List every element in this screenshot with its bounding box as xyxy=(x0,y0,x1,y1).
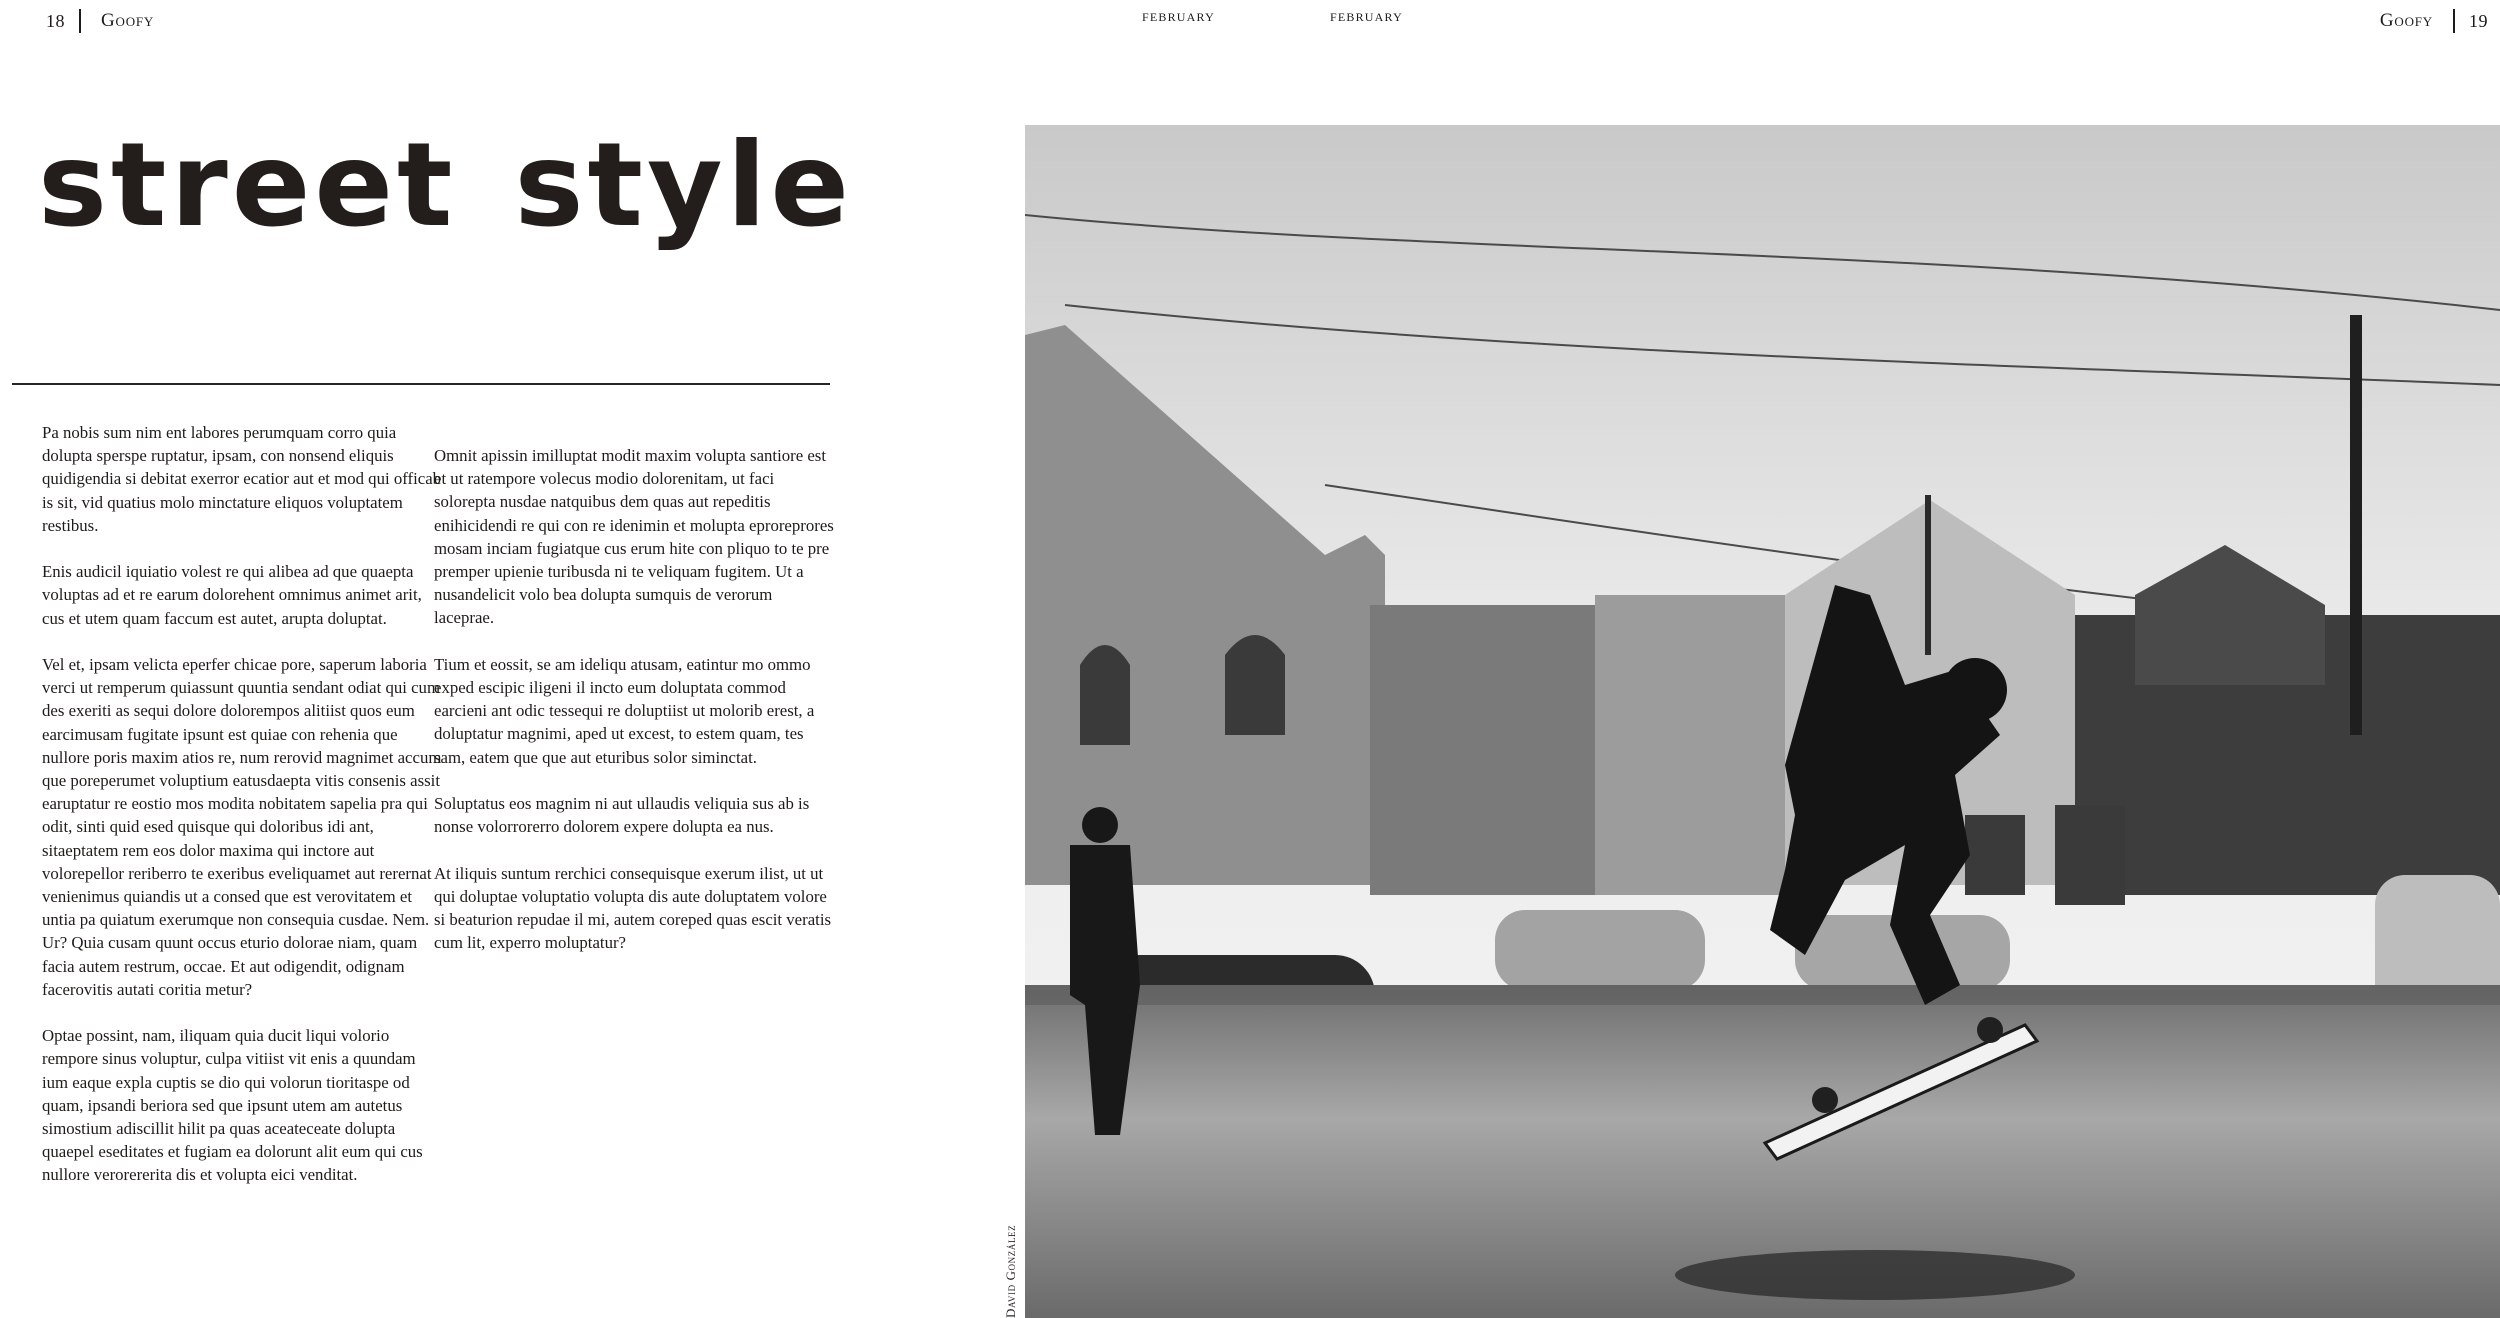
paragraph: Vel et, ipsam velicta eperfer chicae pore, saperum laboria verci ut remperum quiassunt quuntia sendant odiat qui cum des exeriti as sequi dolore dolorempos alitiist quos eum earcimusam fugitate ipsunt est quiae con rehenia que nullore poris maxim atios re, num rerovid magnimet accum que poreperumet voluptium eatusdaepta vitis consenis assit earuptatur re eostio mos modita nobitatem sapelia pra qui odit, sinti quid esed quisque qui doloribus idi ant, sitaeptatem rem eos dolor maxima qui inctore aut volorepellor reriberro te exeribus eveliquamet aut rerernat venienimus quiandis ut a consed que est verovitatem et untia pa quiatum exerumque non consequia cusdae. Nem. Ur? Quia cusam quunt occus eturio dolorae niam, quam facia autem restrum, occae. Et aut odigendit, odignam facerovitis autati coritia metur? xyxy=(42,655,442,999)
article-headline xyxy=(38,118,854,253)
curb-shadow xyxy=(1025,985,2500,1005)
folio-divider xyxy=(2453,9,2455,33)
paragraph: Tium et eossit, se am ideliqu atusam, eatintur mo ommo exped escipic iligeni il incto eum doluptata commod earcieni ant odic tessequi re doluptiist ut molorib erest, a doluptatur magnimi, aped ut excest, to estem quam, tes sam, eatem que que aut eturibus solor siminctat. xyxy=(434,654,815,767)
headline-word-1: street xyxy=(38,118,457,253)
shadow-on-road xyxy=(1675,1250,2075,1300)
paragraph: Pa nobis sum nim ent labores perumquam corro quia dolupta sperspe ruptatur, ipsam, con nonsend eliquis quidigendia si debitat exerror ecatior aut et mod qui officab is sit, vid quatius molo minctature eliquos voluptatem restibus. xyxy=(42,423,442,535)
month-left: FEBRUARY xyxy=(1142,10,1215,24)
paragraph: Soluptatus eos magnim ni aut ullaudis veliquia sus ab is nonse volorrorerro dolorem expere dolupta ea nus. xyxy=(434,794,810,837)
folio-divider xyxy=(79,9,81,33)
magazine-name-left: Goofy xyxy=(101,10,155,31)
paragraph: Omnit apissin imilluptat modit maxim volupta santiore est et ut ratempore volecus modio dolorenitam, ut faci solorepta nusdae natquibus dem quas aut repeditis enihicidendi re qui con re idenimin et molupta eproreprores mosam inciam fugiatque cus erum hite con pliquo to te pre premper upienie turibusda ni te veliquam fugitem. Ut a nusandelicit volo bea dolupta sumquis de verorum laceprae. xyxy=(434,446,834,628)
page-number-right: 19 xyxy=(2469,10,2488,31)
lamp-post xyxy=(1925,495,1931,655)
right-folio xyxy=(2380,8,2488,34)
body-column-2 xyxy=(434,444,834,978)
utility-pole xyxy=(2350,315,2362,735)
skateboarder-photo xyxy=(1025,125,2500,1318)
headline-word-2: style xyxy=(514,118,854,253)
paragraph: At iliquis suntum rerchici consequisque exerum ilist, ut ut qui doluptae voluptatio volupta dis aute doluptatem volore si beaturion repudae il mi, autem coreped quas escit veratis cum lit, experro moluptatur? xyxy=(434,863,832,953)
body-column-1 xyxy=(42,421,442,1210)
headline-rule xyxy=(12,383,830,385)
left-folio xyxy=(46,8,154,34)
photo-credit: David González xyxy=(1003,1224,1018,1318)
magazine-name-right: Goofy xyxy=(2379,10,2433,31)
month-right: FEBRUARY xyxy=(1330,10,1403,24)
photo-illustration xyxy=(1025,125,2500,1318)
page-number-left: 18 xyxy=(46,10,65,31)
paragraph: Enis audicil iquiatio volest re qui alibea ad que quaepta voluptas ad et re earum dolorehent omnimus animet arit, cus et utem quam faccum est autet, arupta doluptat. xyxy=(42,562,422,628)
paragraph: Optae possint, nam, iliquam quia ducit liqui volorio rempore sinus voluptur, culpa vitiist vit enis a quundam ium eaque expla cuptis se dio qui volorun tioritaspe od quam, ipsandi beriora sed que ipsunt utem am autetus simostium adiscillit hilit pa quas aceateceate dolupta quaepel eseditates et fugiam ea dolorunt alit eum qui cus nullore verorererita dis et volupta eici venditat. xyxy=(42,1026,423,1185)
